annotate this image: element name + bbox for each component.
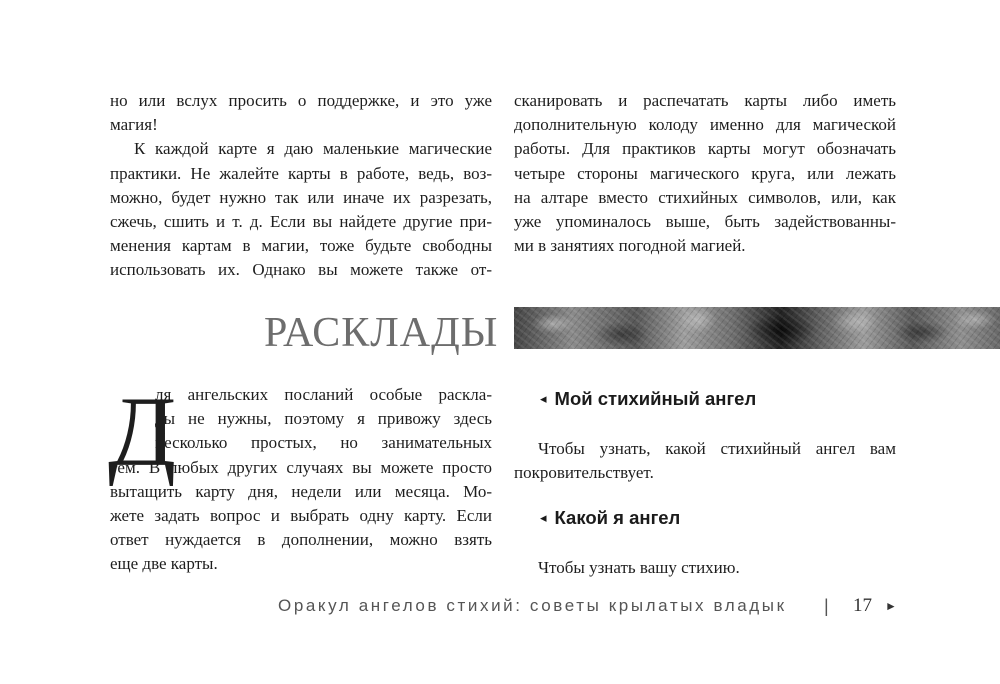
spread-heading-label: Мой стихийный ангел — [554, 388, 757, 409]
text-line: дополнительную колоду именно для магической — [514, 115, 896, 135]
decorative-texture-band — [514, 307, 1000, 349]
text-line: практики. Не жалейте карты в работе, ведь, воз- — [110, 163, 492, 183]
text-line: четыре стороны магического круга, или лежать — [514, 163, 896, 183]
section-title: РАСКЛАДЫ — [264, 310, 499, 356]
text-line: К каждой карте я даю маленькие магические — [134, 139, 492, 159]
text-line: вытащить карту дня, недели или месяца. Мо- — [110, 481, 492, 501]
text-line: жете задать вопрос и выбрать одну карту. Если — [110, 506, 492, 526]
text-line: Чтобы узнать, какой стихийный ангел вам — [538, 439, 896, 458]
spread-heading-my-elemental-angel — [540, 388, 756, 410]
left-column-bottom-text — [108, 376, 492, 577]
text-line: сжечь, сшить и т. д. Если вы найдете другие при- — [110, 212, 492, 232]
text-line: несколько простых, но занимательных — [155, 433, 492, 453]
text-line: ответ нуждается в дополнении, можно взять — [110, 530, 492, 550]
text-line: использовать их. Однако вы можете также от- — [110, 260, 492, 280]
text-line: сканировать и распечатать карты либо иметь — [514, 91, 896, 110]
spread-heading-label: Какой я ангел — [554, 507, 681, 528]
text-line: менения картам в магии, тоже будьте свободны — [110, 236, 492, 256]
text-line: на алтаре вместо стихийных символов, или, как — [514, 187, 896, 207]
text-line: покровительствует. — [514, 463, 654, 483]
triangle-right-icon: ► — [885, 599, 897, 613]
text-line: но или вслух просить о поддержке, и это уже — [110, 91, 492, 110]
text-line: Чтобы узнать вашу стихию. — [538, 558, 740, 577]
spread-description — [514, 556, 896, 580]
right-column-top-text — [514, 89, 896, 258]
text-line: магия! — [110, 115, 158, 135]
running-footer-book-title: Оракул ангелов стихий: советы крылатых владык — [278, 596, 787, 615]
text-line: можно, будет нужно так или иначе их разрезать, — [110, 187, 492, 207]
spread-description — [514, 437, 896, 485]
spread-heading-which-angel-am-i — [540, 507, 680, 529]
left-column-top-text — [110, 89, 492, 283]
triangle-left-icon: ◂ — [540, 510, 547, 525]
text-line: ля ангельских посланий особые расклa- — [155, 385, 492, 404]
footer-separator: | — [824, 596, 829, 616]
text-line: ды не нужны, поэтому я привожу здесь — [155, 409, 492, 429]
text-line: ми в занятиях погодной магией. — [514, 236, 746, 256]
text-line: работы. Для практиков карты могут обозначать — [514, 139, 896, 159]
page-number: 17 — [853, 595, 872, 616]
text-line: тем. В любых других случаях вы можете просто — [110, 457, 492, 477]
drop-cap-letter: Д — [108, 376, 177, 487]
text-line: уже упоминалось выше, быть задействованны- — [514, 212, 896, 232]
triangle-left-icon: ◂ — [540, 391, 547, 406]
text-line: еще две карты. — [110, 554, 218, 574]
